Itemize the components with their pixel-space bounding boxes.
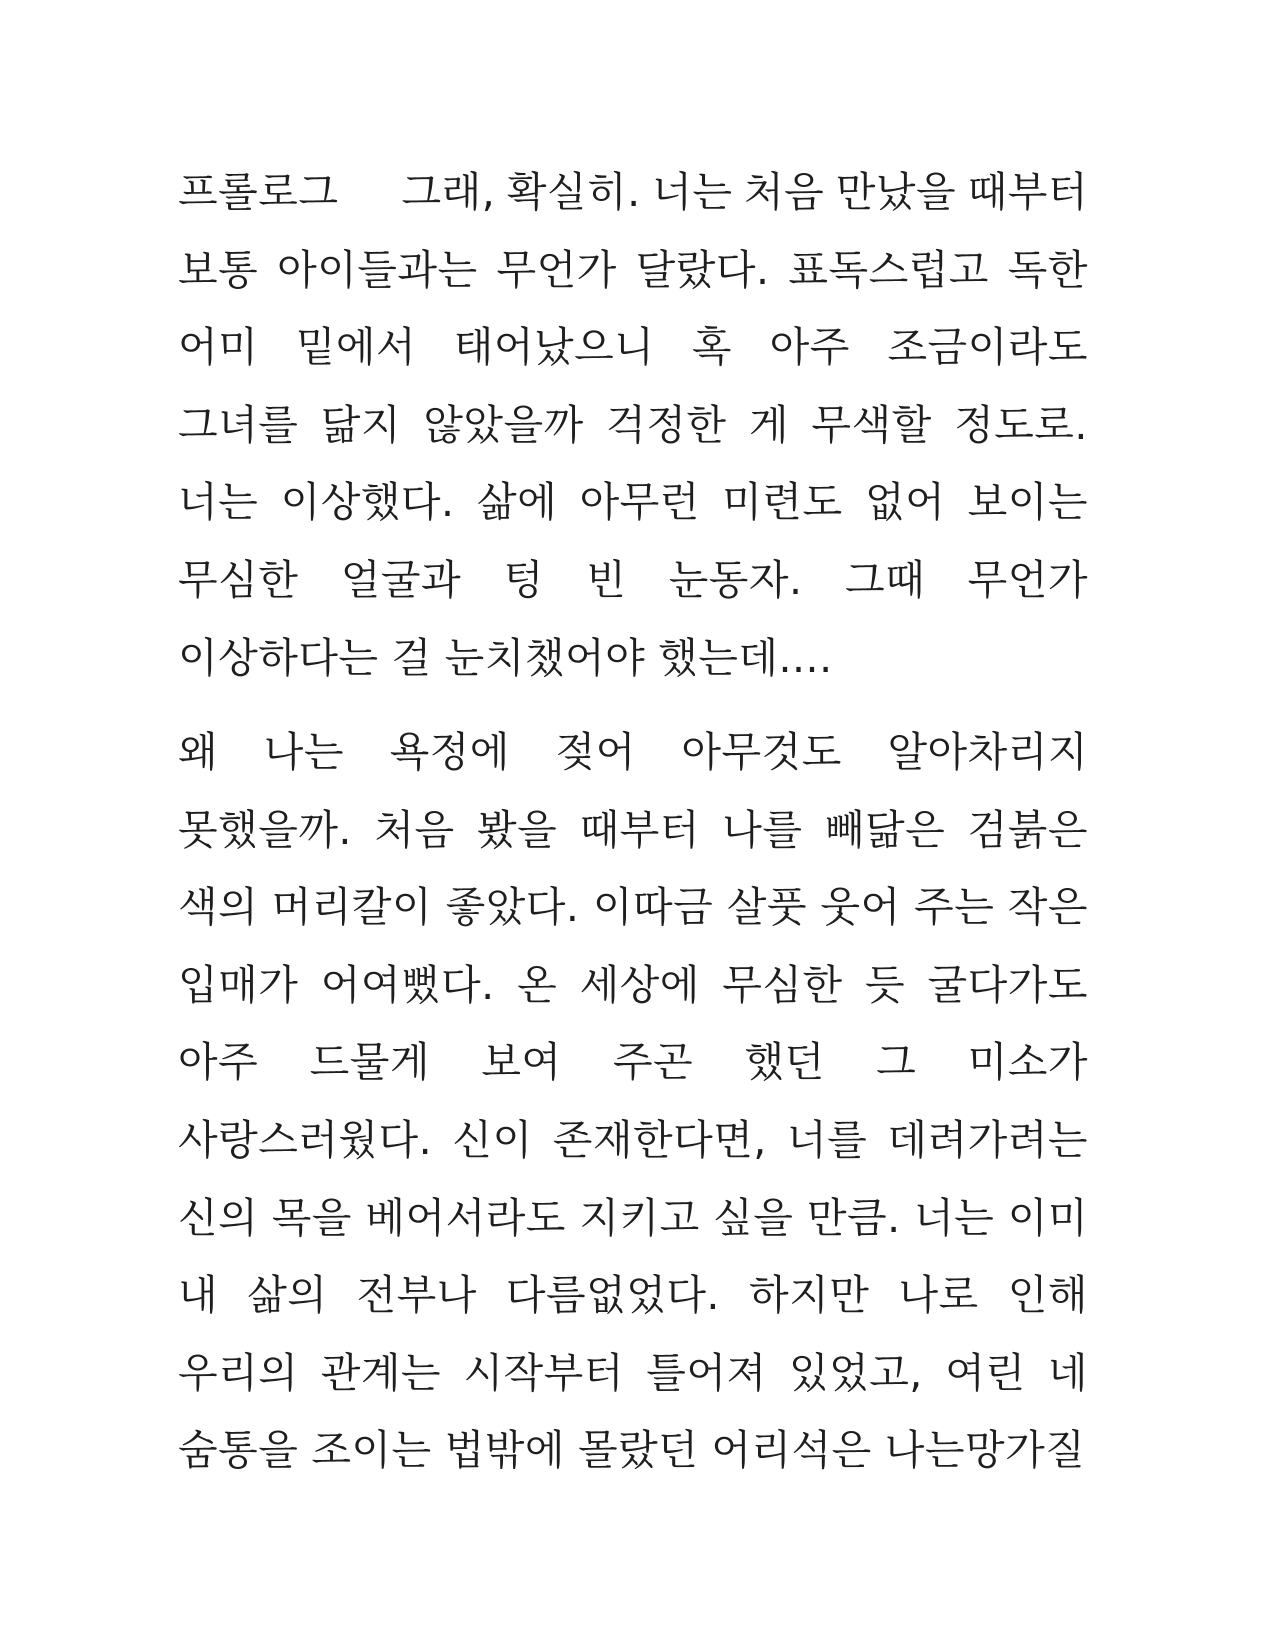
text-line (178, 714, 1088, 792)
text-word: 텅 (503, 555, 544, 604)
text-word: 데려가려는 (887, 1115, 1088, 1164)
text-word: 젖어 (555, 728, 636, 776)
text-word: 보여 (481, 1038, 562, 1087)
text-word: 표독스럽고 (788, 245, 989, 294)
paragraph-prologue (178, 154, 1088, 697)
text-word: 삶에 (476, 478, 558, 527)
text-word: 너는 (652, 168, 733, 216)
text-line (178, 1024, 1088, 1102)
text-word: 주는 (914, 883, 995, 932)
text-word: 닮지 (320, 400, 401, 449)
text-word: 독한 (1007, 245, 1088, 294)
text-word: 나로 (898, 1271, 979, 1320)
text-word: 어여뻤다. (320, 960, 495, 1009)
text-word: 무언가 (967, 555, 1088, 604)
text-word: 때부터 (967, 168, 1088, 216)
text-word: 했는데.... (658, 633, 833, 682)
text-word: 이미 (1007, 1193, 1088, 1242)
text-word: 아무런 (579, 478, 700, 527)
text-line (178, 1180, 1088, 1258)
text-word: 온 (517, 960, 558, 1009)
text-word: 없어 (865, 478, 946, 527)
text-word: 만큼. (806, 1193, 901, 1242)
text-word: 무언가 (496, 245, 617, 294)
text-line (178, 542, 1088, 620)
text-word: 때부터 (579, 805, 700, 854)
text-word: 검붉은 (967, 805, 1088, 854)
text-word: 너는 (914, 1193, 995, 1242)
text-word: 여린 (945, 1348, 1026, 1397)
text-word: 무심한 (722, 960, 843, 1009)
text-word: 존재한다면, (552, 1115, 767, 1164)
text-word: 그래, (401, 168, 496, 216)
text-word: 왜 (178, 728, 219, 776)
text-word: 정도로. (954, 400, 1088, 449)
text-word: 목을 (271, 1193, 352, 1242)
text-word: 조이는 (311, 1426, 432, 1475)
text-word: 너는 (178, 478, 259, 527)
text-word: 세상에 (579, 960, 700, 1009)
text-word: 어미 (178, 323, 259, 372)
text-line (178, 1412, 1088, 1490)
text-word: 법밖에 (444, 1426, 565, 1475)
text-word: 신이 (452, 1115, 533, 1164)
text-word: 사랑스러웠다. (178, 1115, 433, 1164)
text-word: 나는 (263, 728, 344, 776)
text-word: 틀어져 (646, 1348, 767, 1397)
text-word: 무심한 (178, 555, 299, 604)
text-word: 굴다가도 (927, 960, 1088, 1009)
text-word: 게 (748, 400, 789, 449)
text-word: 숨통을 (178, 1426, 299, 1475)
text-word: 우리의 (178, 1348, 299, 1397)
text-word: 보통 (178, 245, 259, 294)
text-word: 미련도 (722, 478, 843, 527)
text-word: 했던 (744, 1038, 825, 1087)
text-word: 무색할 (811, 400, 932, 449)
text-word: 너를 (787, 1115, 868, 1164)
text-word: 내 (178, 1271, 219, 1320)
text-word: 봤을 (476, 805, 558, 854)
text-word: 이따금 (592, 883, 714, 932)
text-word: 어리석은 (711, 1426, 872, 1475)
text-word: 처음 (374, 805, 455, 854)
text-word: 나는망가질 (884, 1426, 1086, 1475)
text-word: 인해 (1007, 1271, 1088, 1320)
text-word: 확실히. (506, 168, 641, 216)
text-word: 아이들과는 (277, 245, 478, 294)
paragraph-second (178, 714, 1088, 1490)
text-line (178, 232, 1088, 310)
text-word: 색의 (178, 883, 259, 932)
text-word: 처음 (744, 168, 825, 216)
text-word: 이상하다는 (178, 633, 379, 682)
text-word: 웃어 (820, 883, 901, 932)
text-word: 삶의 (247, 1271, 328, 1320)
text-line (178, 1102, 1088, 1180)
text-word: 다름없었다. (505, 1271, 720, 1320)
text-word: 있었고, (788, 1348, 923, 1397)
text-line (178, 1335, 1088, 1413)
text-word: 미소가 (967, 1038, 1088, 1087)
text-word: 네 (1047, 1348, 1088, 1397)
text-word: 작은 (1007, 883, 1088, 932)
text-word: 그 (876, 1038, 917, 1087)
text-word: 만났을 (835, 168, 957, 216)
text-word: 싶을 (713, 1193, 794, 1242)
text-word: 보이는 (967, 478, 1088, 527)
text-line (178, 1257, 1088, 1335)
text-word: 신의 (178, 1193, 259, 1242)
text-line (178, 154, 1088, 232)
text-word: 시작부터 (463, 1348, 624, 1397)
text-word: 조금이라도 (887, 323, 1088, 372)
text-word: 빼닮은 (824, 805, 946, 854)
text-line (178, 792, 1088, 870)
text-word: 아주 (769, 323, 850, 372)
text-line (178, 947, 1088, 1025)
text-word: 드물게 (309, 1038, 430, 1087)
text-word: 몰랐던 (577, 1426, 699, 1475)
text-word: 눈치챘어야 (444, 633, 646, 682)
text-word: 전부나 (356, 1271, 477, 1320)
text-word: 눈동자. (668, 555, 803, 604)
text-word: 걸 (391, 633, 432, 682)
text-word: 알아차리지 (887, 728, 1088, 776)
text-word: 태어났으니 (453, 323, 655, 372)
text-word: 베어서라도 (365, 1193, 566, 1242)
text-word: 얼굴과 (340, 555, 462, 604)
text-word: 나를 (722, 805, 803, 854)
text-line (178, 869, 1088, 947)
text-word: 관계는 (320, 1348, 442, 1397)
text-line (178, 620, 1088, 698)
text-word: 밑에서 (295, 323, 417, 372)
text-word: 아주 (178, 1038, 259, 1087)
text-word: 머리칼이 (271, 883, 433, 932)
text-word: 못했을까. (178, 805, 352, 854)
text-line (178, 309, 1088, 387)
text-word: 지키고 (579, 1193, 700, 1242)
text-word: 주곤 (612, 1038, 694, 1087)
text-word: 이상했다. (280, 478, 455, 527)
text-word: 빈 (586, 555, 627, 604)
text-word: 살풋 (726, 883, 807, 932)
text-word: 입매가 (178, 960, 299, 1009)
text-line (178, 464, 1088, 542)
text-word: 걱정한 (606, 400, 727, 449)
text-word: 그녀를 (178, 400, 299, 449)
text-word: 혹 (691, 323, 733, 372)
text-word: 달랐다. (635, 245, 770, 294)
text-word: 프롤로그 (178, 168, 339, 216)
text-word: 듯 (865, 960, 906, 1009)
text-word: 그때 (845, 555, 926, 604)
text-word: 좋았다. (445, 883, 580, 932)
text-word: 아무것도 (681, 728, 842, 776)
text-word: 욕정에 (389, 728, 510, 776)
text-word: 않았을까 (423, 400, 584, 449)
text-word: 하지만 (749, 1271, 870, 1320)
text-line (178, 387, 1088, 465)
